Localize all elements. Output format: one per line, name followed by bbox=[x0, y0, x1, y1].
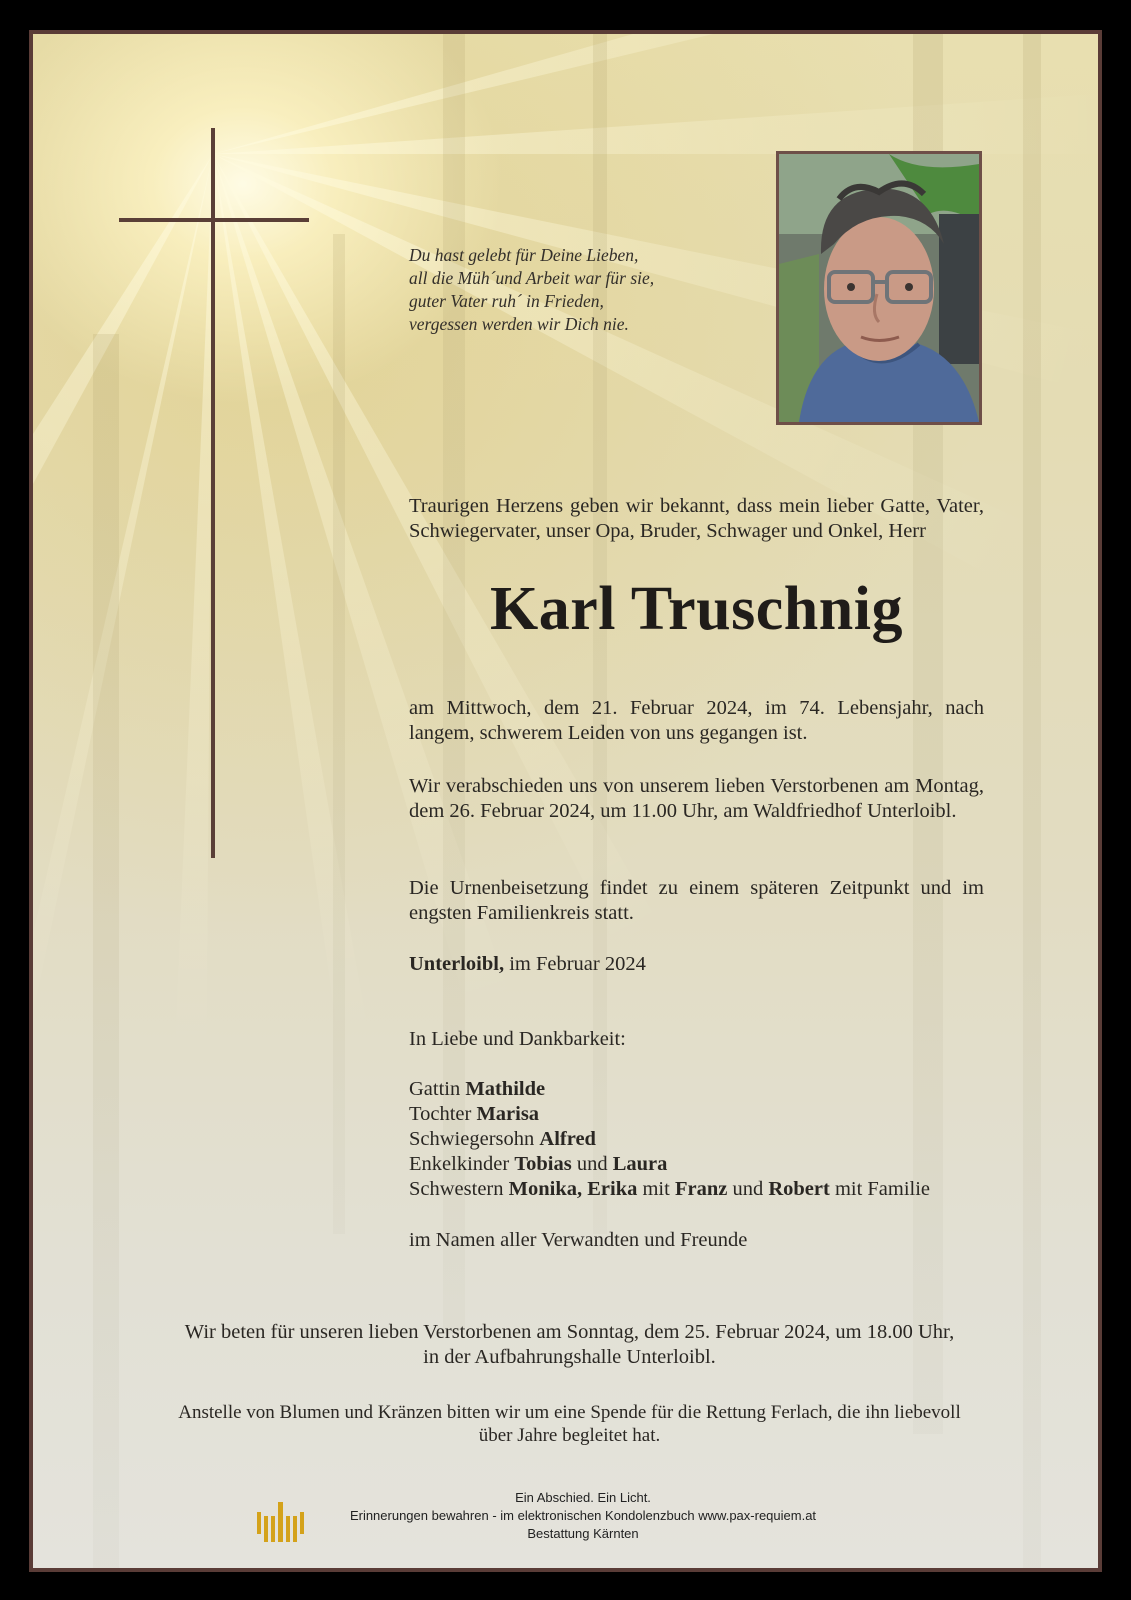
mourner-conjunction: mit bbox=[637, 1178, 675, 1200]
place-name: Unterloibl, bbox=[409, 953, 505, 975]
mourner-name: Laura bbox=[612, 1153, 668, 1175]
prayer-line: in der Aufbahrungshalle Unterloibl. bbox=[423, 1346, 716, 1368]
urn-notice: Die Urnenbeisetzung findet zu einem späteren Zeitpunkt und im engsten Familienkreis statt. bbox=[409, 877, 984, 924]
mourner-conjunction: und bbox=[571, 1153, 613, 1175]
announcement-intro: Traurigen Herzens geben wir bekannt, dass mein lieber Gatte, Vater, Schwiegervater, unser Opa, Bruder, Schwager und Onkel, Herr bbox=[409, 495, 984, 542]
farewell-notice: Wir verabschieden uns von unserem lieben Verstorbenen am Montag, dem 26. Februar 2024, um 11.00 Uhr, am Waldfriedhof Unterloibl. bbox=[409, 775, 984, 822]
deceased-name: Karl Truschnig bbox=[490, 575, 903, 643]
cross-vertical-bar bbox=[211, 128, 215, 858]
mourner-name: Mathilde bbox=[465, 1078, 546, 1100]
footer-condolence: Erinnerungen bewahren - im elektronischen Kondolenzbuch www.pax-requiem.at bbox=[349, 1508, 817, 1523]
obituary-card bbox=[29, 30, 1102, 1572]
prayer-notice bbox=[93, 1320, 1046, 1370]
mourner-role: Gattin bbox=[409, 1078, 466, 1100]
mourners-list bbox=[409, 1077, 930, 1202]
mourner-line bbox=[409, 1102, 930, 1127]
footer bbox=[273, 1489, 893, 1543]
mourner-role: Enkelkinder bbox=[409, 1153, 515, 1175]
mourner-conjunction: und bbox=[727, 1178, 769, 1200]
mourner-name: Tobias bbox=[514, 1153, 572, 1175]
footer-company: Bestattung Kärnten bbox=[527, 1526, 639, 1541]
poem-line: guter Vater ruh´ in Frieden, bbox=[409, 291, 604, 311]
mourner-name: Marisa bbox=[476, 1103, 540, 1125]
mourner-role: Tochter bbox=[409, 1103, 477, 1125]
donation-line: Anstelle von Blumen und Kränzen bitten wir um eine Spende für die Rettung Ferlach, die ihn liebevoll bbox=[178, 1402, 961, 1423]
death-notice: am Mittwoch, dem 21. Februar 2024, im 74. Lebensjahr, nach langem, schwerem Leiden von uns gegangen ist. bbox=[409, 697, 984, 744]
mourner-name: Alfred bbox=[539, 1128, 596, 1150]
footer-slogan: Ein Abschied. Ein Licht. bbox=[515, 1490, 651, 1505]
poem-line: Du hast gelebt für Deine Lieben, bbox=[409, 245, 639, 265]
prayer-line: Wir beten für unseren lieben Verstorbenen am Sonntag, dem 25. Februar 2024, um 18.00 Uhr, bbox=[184, 1321, 955, 1343]
mourner-name: Franz bbox=[674, 1178, 728, 1200]
mourners-heading: In Liebe und Dankbarkeit: bbox=[409, 1028, 626, 1050]
cross-horizontal-bar bbox=[119, 218, 309, 222]
mourner-line bbox=[409, 1152, 930, 1177]
mourner-role: Schwiegersohn bbox=[409, 1128, 540, 1150]
donation-notice bbox=[93, 1401, 1046, 1447]
mourner-line bbox=[409, 1127, 930, 1152]
portrait-photo bbox=[776, 151, 982, 425]
mourner-name: Monika, Erika bbox=[508, 1178, 638, 1200]
place-date bbox=[409, 952, 984, 977]
mourner-line bbox=[409, 1077, 930, 1102]
mourner-suffix: mit Familie bbox=[829, 1178, 931, 1200]
mourner-role: Schwestern bbox=[409, 1178, 509, 1200]
memorial-poem bbox=[409, 244, 729, 336]
mourner-line bbox=[409, 1177, 930, 1202]
place-month: im Februar 2024 bbox=[504, 953, 646, 975]
poem-line: vergessen werden wir Dich nie. bbox=[409, 314, 629, 334]
donation-line: über Jahre begleitet hat. bbox=[478, 1425, 661, 1446]
mourner-name: Robert bbox=[768, 1178, 830, 1200]
portrait-image bbox=[779, 154, 979, 422]
poem-line: all die Müh´und Arbeit war für sie, bbox=[409, 268, 655, 288]
mourners-closing: im Namen aller Verwandten und Freunde bbox=[409, 1229, 748, 1251]
